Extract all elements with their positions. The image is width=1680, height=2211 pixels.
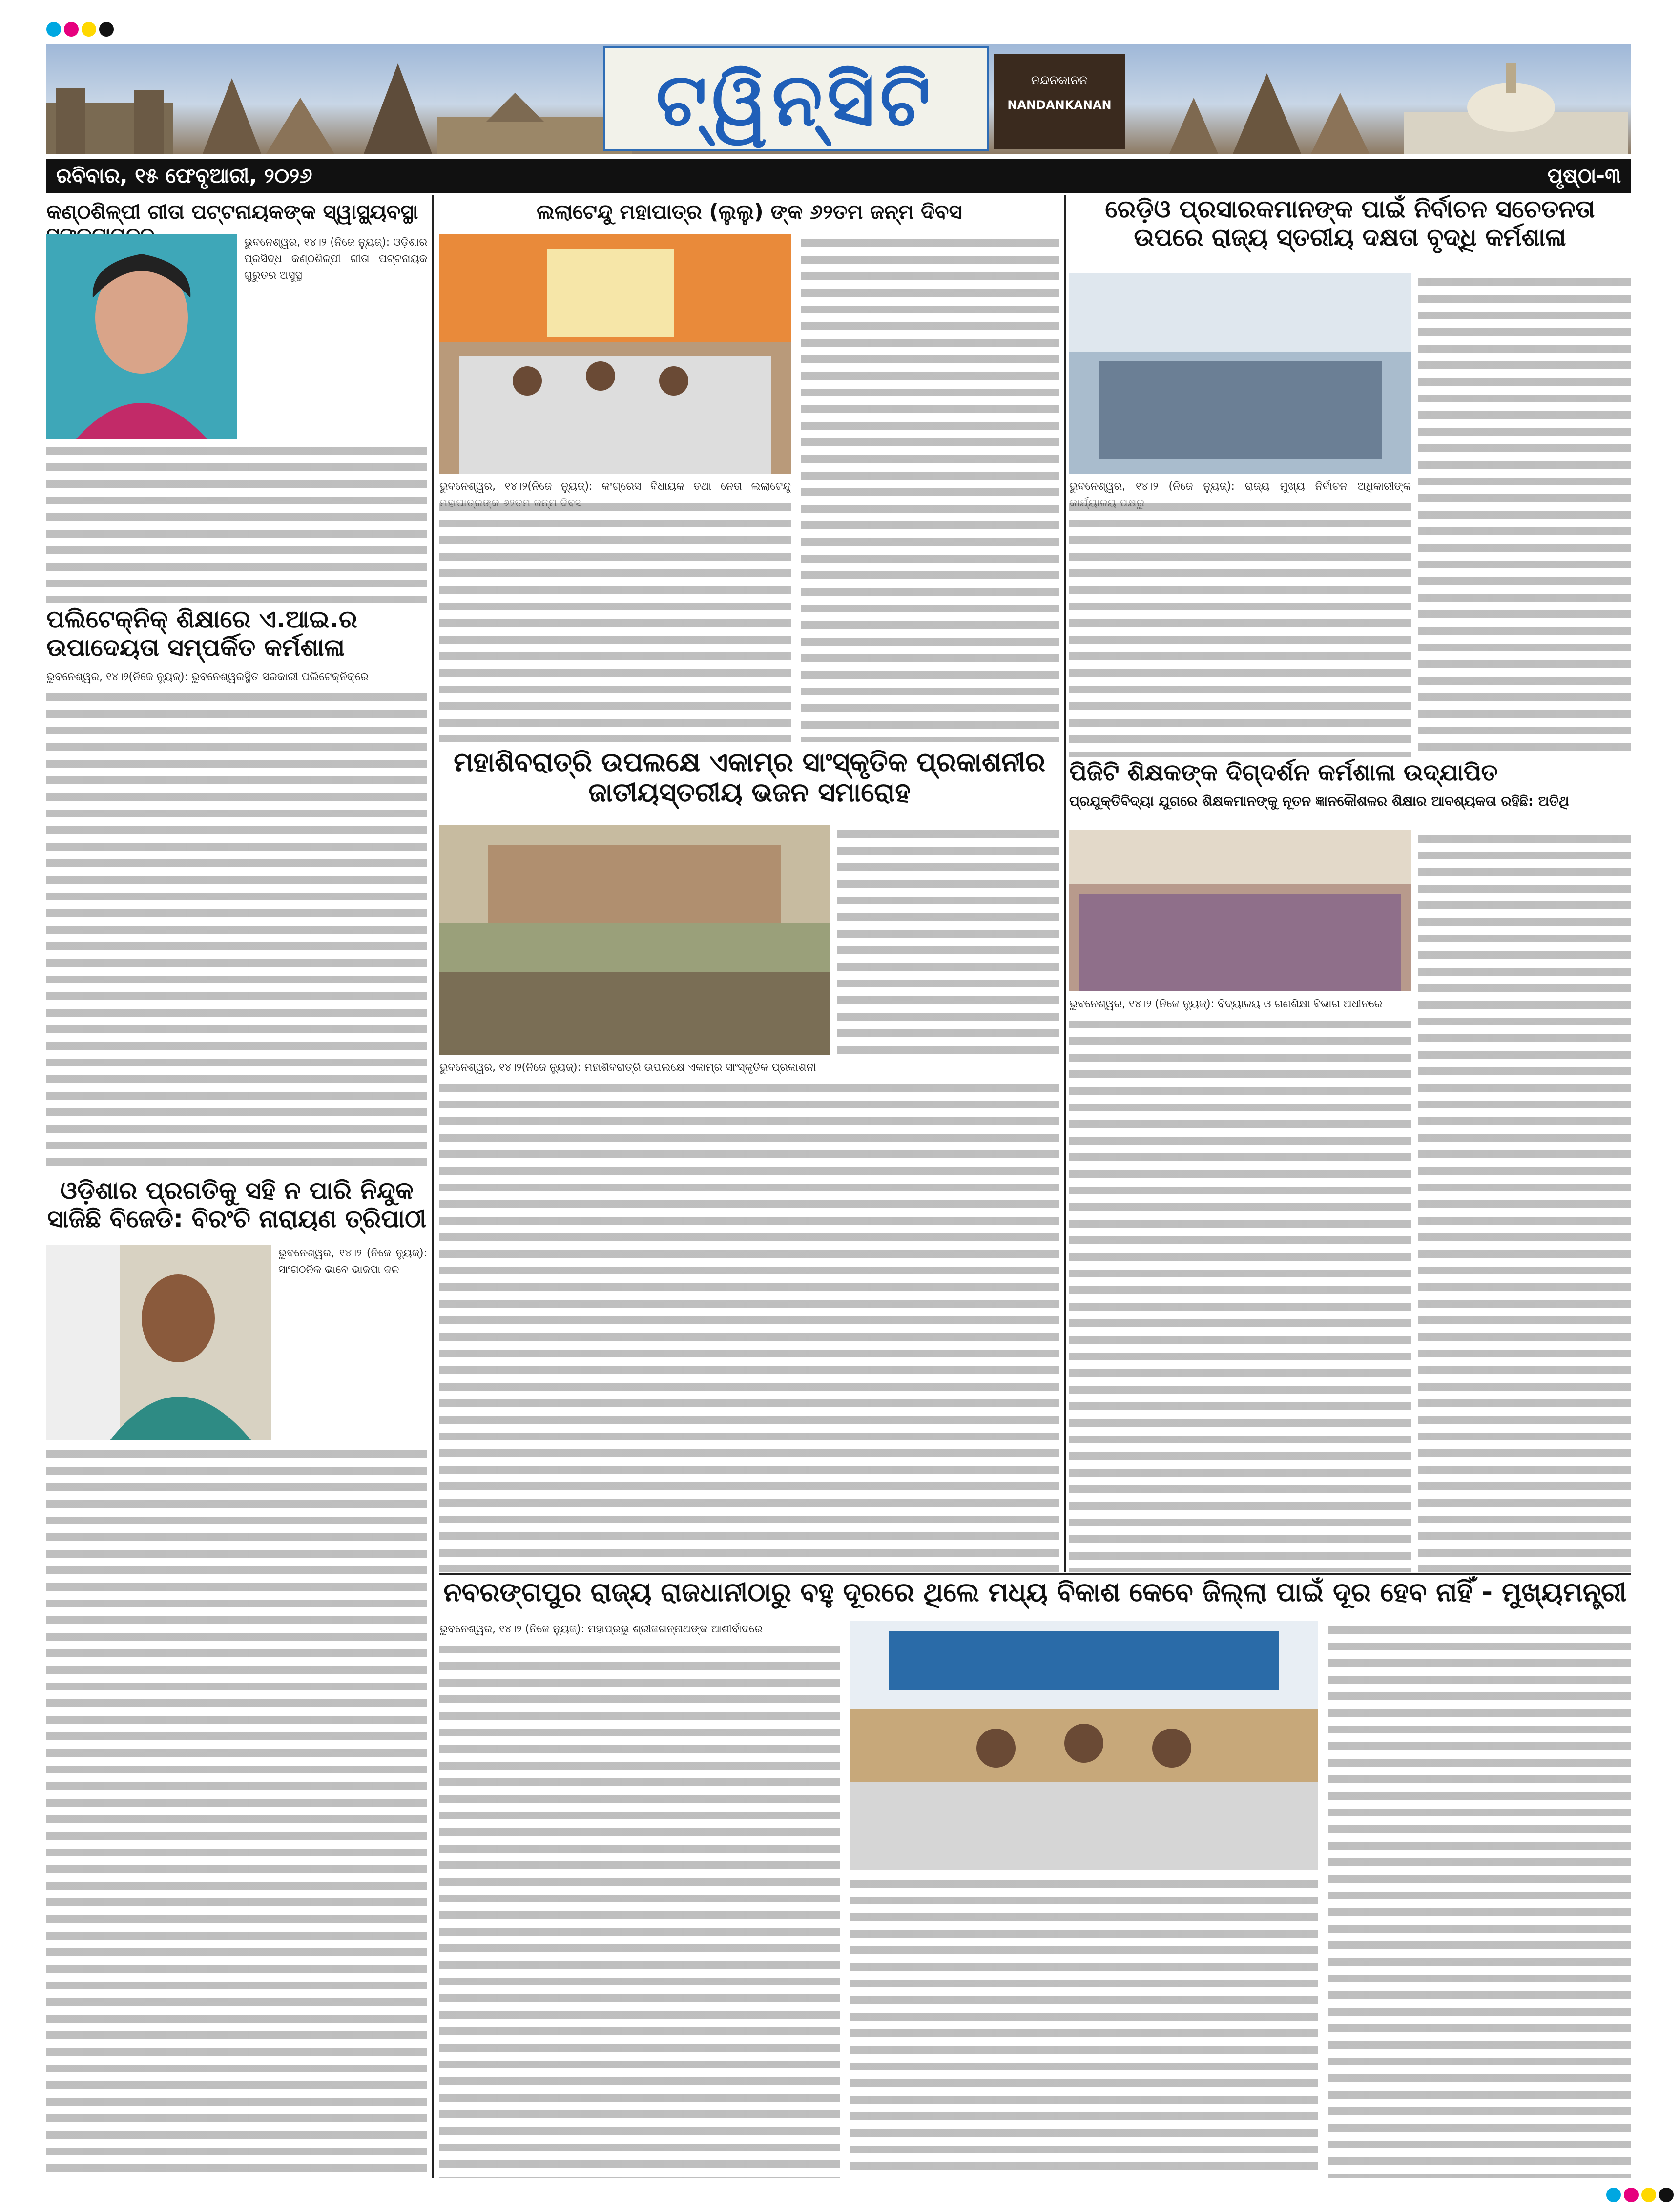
dateline-bhajan: ଭୁବନେଶ୍ୱର, ୧୪।୨(ନିଜେ ନ୍ୟୁଜ୍): ମହାଶିବରାତ୍ରି ଉପଲକ୍ଷେ ଏକାମ୍ର ସାଂସ୍କୃତିକ ପ୍ରକାଶନୀ [439,1062,816,1074]
masthead-title: ଟ୍ୱିନ୍‌ସିଟି [656,57,936,143]
column-rule [432,195,434,2178]
body-tripathy-top [278,1245,427,1440]
body-pgt [1069,996,1411,1572]
body-bhajan [439,1060,1059,1572]
black-dot [1659,2188,1674,2202]
body-polytechnic [46,669,427,1172]
body-cm-middle [850,1875,1318,2178]
cyan-dot [46,22,61,37]
subhead-pgt: ପ୍ରଯୁକ୍ତିବିଦ୍ୟା ଯୁଗରେ ଶିକ୍ଷକମାନଙ୍କୁ ନୂତନ ଜ୍ଞାନକୌଶଳର ଶିକ୍ଷାର ଆବଶ୍ୟକତା ରହିଛି: ଅତିଥି [1069,793,1569,809]
body-cm-left [439,1621,840,2178]
photo-radio [1069,273,1411,474]
photo-lulu [439,234,791,474]
yellow-dot [1641,2188,1656,2202]
headline-bhajan: ମହାଶିବରାତ୍ରି ଉପଲକ୍ଷେ ଏକାମ୍ର ସାଂସ୍କୃତିକ ପ୍ରକାଶନୀର ଜାତୀୟସ୍ତରୀୟ ଭଜନ ସମାରୋହ [454,747,1045,808]
headline-polytechnic: ପଲିଟେକ୍ନିକ୍ ଶିକ୍ଷାରେ ଏ.ଆଇ.ର ଉପାଦେୟତା ସମ୍ପର୍କିତ କର୍ମଶାଳା [46,605,357,662]
headline-radio: ରେଡ଼ିଓ ପ୍ରସାରକମାନଙ୍କ ପାଇଁ ନିର୍ବାଚନ ସଚେତନତା ଉପରେ ରାଜ୍ୟ ସ୍ତରୀୟ ଦକ୍ଷତା ବୃଦ୍ଧି କର୍ମଶାଳା [1105,195,1595,251]
black-dot [99,22,114,37]
row-rule [439,1573,1631,1575]
headline-lulu: ଲଲାଟେନ୍ଦୁ ମହାପାତ୍ର (ଲୁଲୁ) ଙ୍କ ୬୨ତମ ଜନ୍ମ ଦିବସ [537,200,962,224]
dateline-geeta: ଭୁବନେଶ୍ୱର, ୧୪।୨ (ନିଜେ ନ୍ୟୁଜ୍): ଓଡ଼ିଶାର ପ୍ରସିଦ୍ଧ କଣ୍ଠଶିଳ୍ପୀ ଗୀତା ପଟ୍ଟନାୟକ ଗୁରୁତର ଅସୁସ୍ଥ [244,236,427,282]
cmyk-register-bottom [1606,2188,1674,2202]
column-rule [1064,195,1066,1572]
photo-geeta [46,234,237,439]
body-pgt-right [1418,830,1631,1572]
body-lulu-right [801,234,1059,742]
body-cm-right [1328,1621,1631,2178]
sign-english: NANDANKANAN [1007,98,1112,112]
sign-odia: ନନ୍ଦନକାନନ [1031,73,1088,88]
headline-tripathy: ଓଡ଼ିଶାର ପ୍ରଗତିକୁ ସହି ନ ପାରି ନିନ୍ଦୁକ ସାଜିଛି ବିଜେଡି: ବିରଂଚି ନାରାୟଣ ତ୍ରିପାଠୀ [47,1176,427,1233]
dateline-tripathy: ଭୁବନେଶ୍ୱର, ୧୪।୨ (ନିଜେ ନ୍ୟୁଜ୍): ସାଂଗଠନିକ ଭାବେ ଭାଜପା ଦଳ [278,1247,427,1276]
yellow-dot [82,22,96,37]
page-number: ପୃଷ୍ଠା-୩ [1547,164,1621,188]
dateline-lulu: ଭୁବନେଶ୍ୱର, ୧୪।୨(ନିଜେ ନ୍ୟୁଜ୍): କଂଗ୍ରେସ ବିଧାୟକ ତଥା ନେତା ଲଲାଟେନ୍ଦୁ [439,480,791,493]
body-radio [1069,479,1411,757]
photo-cm [850,1621,1318,1870]
dateline-cm: ଭୁବନେଶ୍ୱର, ୧୪।୨ (ନିଜେ ନ୍ୟୁଜ୍): ମହାପ୍ରଭୁ ଶ୍ରୀଜଗନ୍ନାଥଙ୍କ ଆଶୀର୍ବାଦରେ [439,1623,763,1635]
dateline-pgt: ଭୁବନେଶ୍ୱର, ୧୪।୨ (ନିଜେ ନ୍ୟୁଜ୍): ବିଦ୍ୟାଳୟ ଓ ଗଣଶିକ୍ଷା ବିଭାଗ ଅଧୀନରେ [1069,998,1383,1010]
body-geeta [46,442,427,603]
dateline-radio: ଭୁବନେଶ୍ୱର, ୧୪।୨ (ନିଜେ ନ୍ୟୁଜ୍): ରାଜ୍ୟ ମୁଖ୍ୟ ନିର୍ବାଚନ ଅଧିକାରୀଙ୍କ [1069,480,1411,493]
headline-pgt: ପିଜିଟି ଶିକ୍ଷକଙ୍କ ଦିଗ୍‌ଦର୍ଶନ କର୍ମଶାଳା ଉଦ୍‌ଯାପିତ [1069,759,1498,786]
dateline-polytechnic: ଭୁବନେଶ୍ୱର, ୧୪।୨(ନିଜେ ନ୍ୟୁଜ୍): ଭୁବନେଶ୍ୱରସ୍ଥିତ ସରକାରୀ ପଲିଟେକ୍ନିକ୍‌ରେ [46,671,369,683]
cyan-dot [1606,2188,1621,2202]
magenta-dot [64,22,79,37]
date-bar [46,159,1631,193]
body-tripathy [46,1445,427,2178]
body-geeta-top [244,234,427,439]
headline-cm: ନବରଙ୍ଗପୁର ରାଜ୍ୟ ରାଜଧାନୀଠାରୁ ବହୁ ଦୂରରେ ଥିଲେ ମଧ୍ୟ ବିକାଶ କେବେ ଜିଲ୍ଲା ପାଇଁ ଦୂର ହେବ ନାହିଁ - ମୁଖ୍ୟମନ୍ତ୍ରୀ [443,1577,1627,1607]
headline-geeta: କଣ୍ଠଶିଳ୍ପୀ ଗୀତା ପଟ୍ଟନାୟକଙ୍କ ସ୍ୱାସ୍ଥ୍ୟବସ୍ଥା [46,200,418,224]
photo-pgt [1069,830,1411,991]
nandankanan-sign [994,54,1125,149]
masthead-title-box [603,46,989,151]
issue-date: ରବିବାର, ୧୫ ଫେବୃଆରୀ, ୨୦୨୬ [56,164,312,188]
cmyk-register-top [46,22,114,37]
magenta-dot [1624,2188,1639,2202]
body-lulu-left [439,479,791,742]
body-radio-right [1418,273,1631,757]
photo-tripathy [46,1245,271,1440]
body-bhajan-right [837,825,1059,1055]
photo-bhajan [439,825,830,1055]
